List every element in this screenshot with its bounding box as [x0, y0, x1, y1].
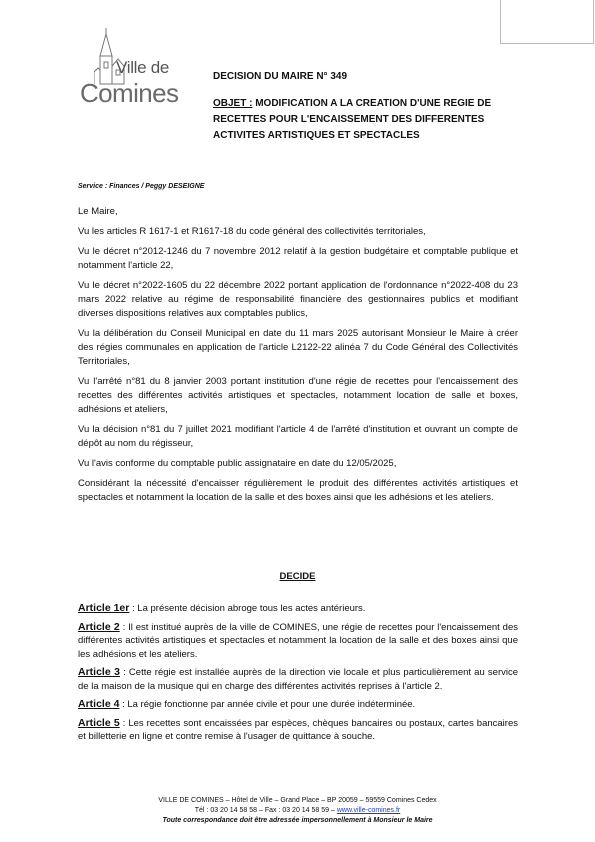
article-label: Article 4 — [78, 698, 120, 710]
logo-comines-text: Comines — [80, 78, 179, 108]
footer-phone-fax: Tél : 03 20 14 58 58 – Fax : 03 20 14 58 59 – — [194, 807, 337, 814]
article-4 — [78, 698, 518, 712]
article-text: : La présente décision abroge tous les actes antérieurs. — [129, 603, 366, 614]
footer — [0, 796, 595, 826]
article-text: : Il est institué auprès de la ville de COMINES, une régie de recettes pour l'encaissement des différentes activités artistiques et spectacles et notamment la location de la salle et des boxes ainsi que les adhésions et les ateliers. — [78, 621, 519, 660]
preamble-paragraph: Vu l'arrêté n°81 du 8 janvier 2003 portant institution d'une régie de recettes pour l'encaissement des recettes des différentes activités artistiques et spectacles, notamment location de salle et boxes, adhésions et ateliers, — [78, 376, 518, 415]
footer-address: VILLE DE COMINES – Hôtel de Ville – Grand Place – BP 20059 – 59559 Comines Cedex — [158, 797, 437, 804]
article-label: Article 5 — [78, 716, 120, 729]
decide-heading: DECIDE — [279, 571, 316, 582]
preamble-paragraph: Vu l'avis conforme du comptable public assignataire en date du 12/05/2025, — [78, 458, 397, 469]
preamble-paragraph: Le Maire, — [78, 206, 118, 217]
article-label: Article 3 — [78, 666, 120, 678]
city-logo — [76, 26, 196, 110]
article-text: : Les recettes sont encaissées par espèces, chèques bancaires ou postaux, cartes bancaires et billetterie en ligne et contre remise à l'usager de quittance à souche. — [78, 717, 518, 742]
preamble-paragraph: Vu le décret n°2012-1246 du 7 novembre 2012 relatif à la gestion budgétaire et comptable publique et notamment l'article 22, — [78, 246, 518, 271]
article-2 — [78, 621, 518, 662]
preamble-paragraph: Vu les articles R 1617-1 et R1617-18 du code général des collectivités territoriales, — [78, 226, 426, 237]
article-text: : La régie fonctionne par année civile et pour une durée indéterminée. — [119, 699, 416, 710]
objet-text: MODIFICATION A LA CREATION D'UNE REGIE DE RECETTES POUR L'ENCAISSEMENT DES DIFFERENTES ACTIVITES ARTISTIQUES ET SPECTACLES — [213, 98, 492, 141]
footer-contact — [0, 806, 595, 816]
stamp-box — [500, 0, 594, 44]
article-text: : Cette régie est installée auprès de la direction vie locale et plus particulièrement au service de la maison de la musique qui en charge des différentes activités reprises à l'article 2. — [78, 667, 518, 692]
article-5 — [78, 717, 518, 744]
objet-label: OBJET : — [213, 98, 253, 109]
decision-number: DECISION DU MAIRE N° 349 — [213, 71, 348, 82]
objet-heading — [213, 96, 533, 144]
article-label: Article 2 — [78, 620, 120, 633]
article-3 — [78, 666, 518, 693]
logo-ville-text: Ville de — [116, 58, 170, 77]
preamble-paragraph: Vu la délibération du Conseil Municipal en date du 11 mars 2025 autorisant Monsieur le Maire à créer des régies communales en application de l'article L2122-22 alinéa 7 du Code Général des Collectivités Territoriales, — [78, 328, 518, 367]
service-line: Service : Finances / Peggy DESEIGNE — [78, 183, 205, 190]
article-1 — [78, 602, 518, 616]
articles — [78, 602, 518, 749]
website-link[interactable]: www.ville-comines.fr — [336, 807, 401, 814]
preamble-paragraph: Vu le décret n°2022-1605 du 22 décembre 2022 portant application de l'ordonnance n°2022-408 du 23 mars 2022 relative au régime de responsabilité financière des gestionnaires publics et modifiant diverses dispositions relatives aux comptables publics, — [78, 280, 518, 319]
preamble-paragraph: Vu la décision n°81 du 7 juillet 2021 modifiant l'article 4 de l'arrêté d'institution et ouvrant un compte de dépôt au nom du régisseur, — [78, 424, 518, 449]
footer-notice: Toute correspondance doit être adressée impersonnellement à Monsieur le Maire — [162, 817, 433, 824]
preamble-paragraph: Considérant la nécessité d'encaisser régulièrement le produit des différentes activités artistiques et spectacles et notamment la location de la salle et des boxes ainsi que les adhésions et les ateliers. — [78, 478, 518, 503]
article-label: Article 1er — [78, 602, 130, 614]
preamble — [78, 205, 518, 511]
